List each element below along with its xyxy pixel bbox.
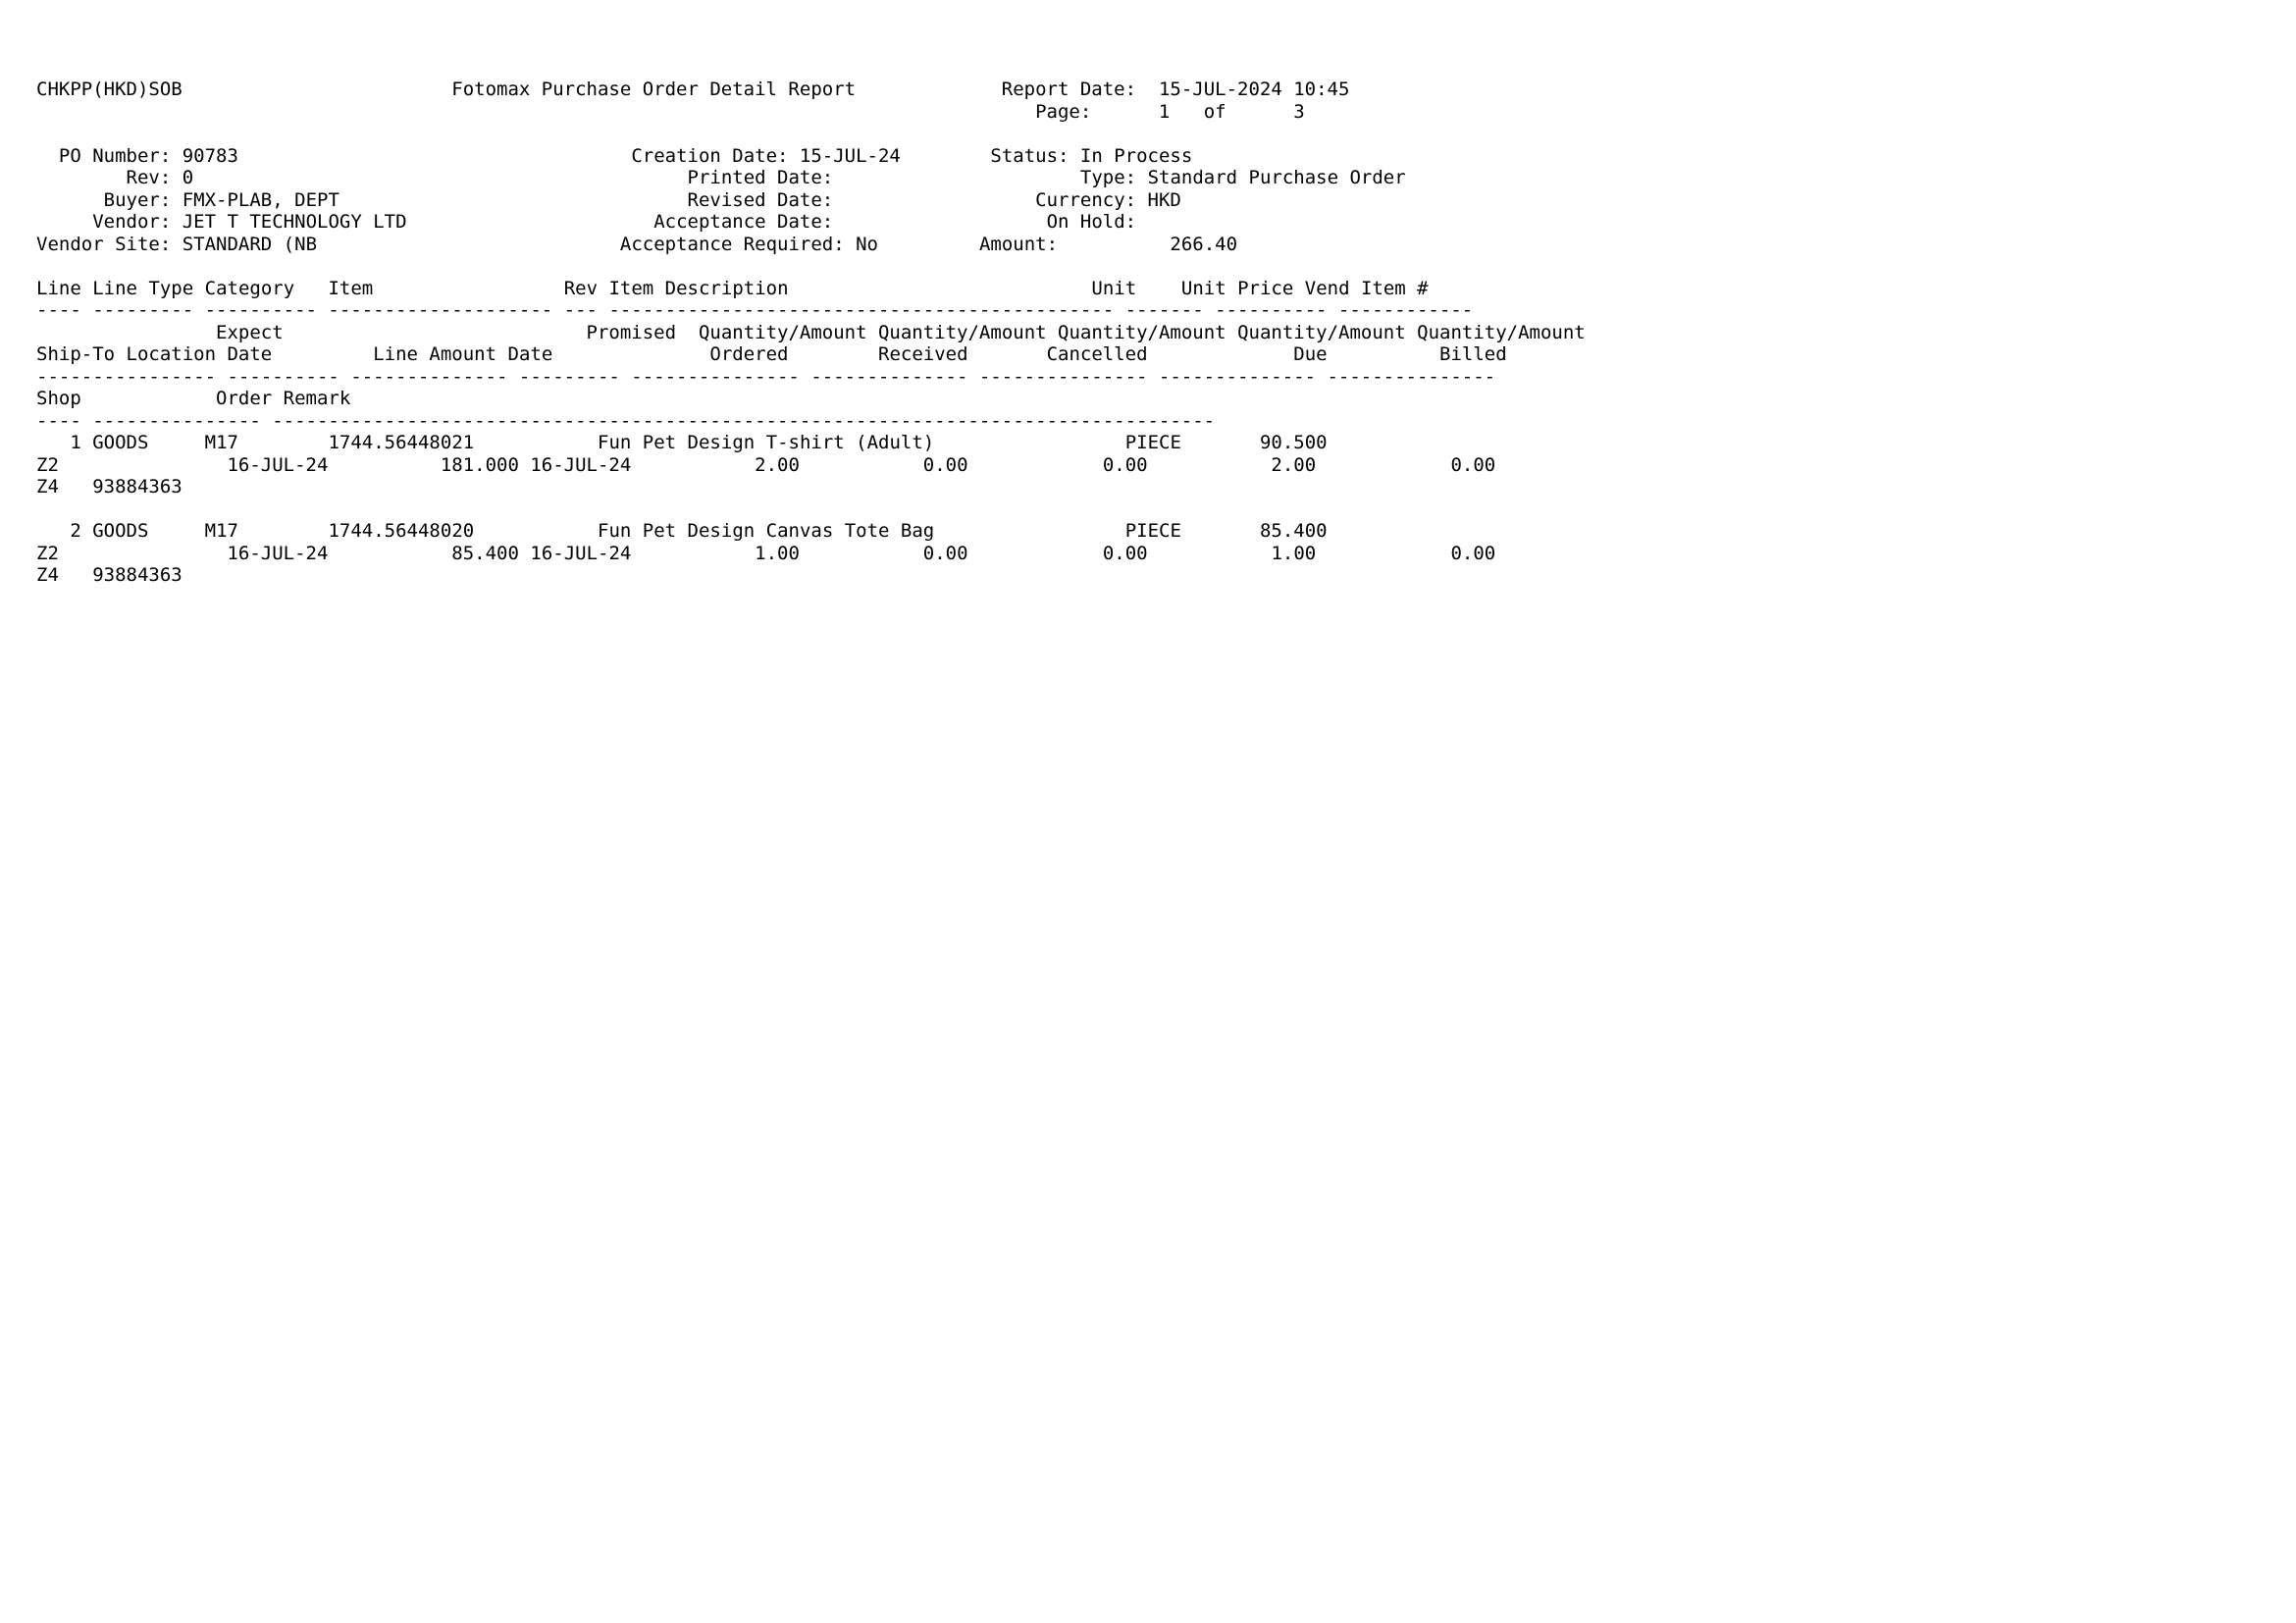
qty-cancelled: 0.00	[1102, 542, 1148, 564]
col-received: Received	[878, 343, 968, 365]
col-cancelled: Cancelled	[1046, 343, 1148, 365]
report-date-label: Report Date:	[1001, 79, 1137, 100]
line-unit: PIECE	[1124, 520, 1181, 542]
type-label: Type:	[1079, 167, 1137, 188]
currency-value: HKD	[1147, 188, 1181, 211]
col-unit-price: Unit Price	[1180, 277, 1294, 299]
amount-value: 266.40	[1170, 233, 1238, 255]
header-line-1	[36, 145, 1586, 168]
col-promised: Promised	[586, 321, 677, 343]
line-unit: PIECE	[1124, 432, 1181, 453]
col-line-amount: Line Amount	[373, 343, 497, 365]
line-type: GOODS	[92, 520, 149, 542]
page-label: Page:	[1035, 100, 1092, 123]
col-qty-billed-top: Quantity/Amount	[1417, 321, 1586, 343]
col-vend-item: Vend Item #	[1304, 277, 1429, 299]
col-qty-received-top: Quantity/Amount	[877, 321, 1047, 343]
remark-row	[36, 564, 1586, 587]
creation-date-label: Creation Date:	[631, 144, 789, 167]
line-unit-price: 90.500	[1259, 432, 1328, 453]
col-item-description: Item Description	[608, 277, 789, 299]
order-remark: 93884363	[92, 564, 183, 586]
col-shop: Shop	[36, 388, 81, 409]
currency-label: Currency:	[1035, 188, 1137, 211]
shipment-row	[36, 454, 1586, 477]
col-item: Item	[328, 277, 374, 299]
line-block-1	[36, 432, 1586, 498]
type-value: Standard Purchase Order	[1147, 167, 1406, 188]
col-qty-cancelled-top: Quantity/Amount	[1058, 321, 1226, 343]
vendor-label: Vendor:	[92, 211, 172, 233]
rev-value: 0	[182, 167, 194, 188]
shop: Z4	[36, 564, 59, 586]
col-billed: Billed	[1439, 343, 1507, 365]
col-rev: Rev	[563, 277, 599, 299]
col-line-type: Line Type	[92, 277, 194, 299]
remark-row	[36, 476, 1586, 498]
qty-due: 2.00	[1271, 453, 1317, 476]
vendor-value: JET T TECHNOLOGY LTD	[182, 211, 407, 233]
line-row	[36, 432, 1586, 454]
column-header-rule-1: ---- --------- ---------- -------------------- --- --------------------------------------------- ------- ---------- ------------	[36, 299, 1474, 321]
qty-ordered: 2.00	[755, 453, 800, 476]
report-title-line	[36, 79, 1586, 101]
buyer-label: Buyer:	[103, 188, 172, 211]
col-unit: Unit	[1091, 277, 1137, 299]
column-header-row-2-bottom	[36, 343, 1586, 366]
col-expect-date: Date	[227, 343, 273, 365]
report-date: 15-JUL-2024 10:45	[1158, 79, 1350, 100]
rev-label: Rev:	[126, 167, 172, 188]
col-qty-ordered-top: Quantity/Amount	[698, 321, 867, 343]
header-line-3	[36, 189, 1586, 212]
line-number: 2	[70, 520, 81, 542]
line-category: M17	[204, 520, 238, 542]
page-total: 3	[1293, 100, 1305, 123]
ship-to-location: Z2	[36, 453, 59, 476]
col-expect: Expect	[216, 321, 284, 343]
printed-date-label: Printed Date:	[687, 167, 834, 188]
col-line: Line	[36, 277, 81, 299]
po-detail-report	[36, 79, 1586, 587]
line-description: Fun Pet Design T-shirt (Adult)	[598, 432, 935, 453]
po-number-label: PO Number:	[58, 144, 172, 167]
line-item: 1744.56448020	[328, 520, 475, 542]
col-due: Due	[1293, 343, 1328, 365]
creation-date: 15-JUL-24	[799, 144, 901, 167]
vendor-site-value: STANDARD (NB	[182, 233, 318, 255]
col-category: Category	[204, 277, 295, 299]
col-ship-to-location: Ship-To Location	[36, 343, 217, 365]
expect-date: 16-JUL-24	[227, 542, 329, 564]
line-block-2	[36, 520, 1586, 587]
shipment-row	[36, 543, 1586, 565]
page-number: 1	[1158, 100, 1171, 123]
qty-billed: 0.00	[1450, 453, 1496, 476]
report-title: Fotomax Purchase Order Detail Report	[451, 79, 857, 100]
line-row	[36, 520, 1586, 543]
line-category: M17	[204, 432, 238, 453]
header-line-5	[36, 234, 1586, 256]
po-number: 90783	[182, 144, 238, 167]
line-number: 1	[70, 432, 81, 453]
ship-to-location: Z2	[36, 542, 59, 564]
promised-date: 16-JUL-24	[530, 453, 632, 476]
acceptance-date-label: Acceptance Date:	[653, 211, 834, 233]
column-header-row-1	[36, 278, 1586, 300]
line-amount: 181.000	[440, 453, 519, 476]
status-label: Status:	[990, 144, 1070, 167]
order-remark: 93884363	[92, 476, 183, 497]
line-unit-price: 85.400	[1259, 520, 1328, 542]
col-order-remark: Order Remark	[216, 388, 351, 409]
qty-billed: 0.00	[1450, 542, 1496, 564]
on-hold-label: On Hold:	[1046, 211, 1137, 233]
status-value: In Process	[1079, 144, 1193, 167]
col-qty-due-top: Quantity/Amount	[1237, 321, 1406, 343]
acceptance-required-label: Acceptance Required:	[619, 233, 845, 255]
qty-cancelled: 0.00	[1102, 453, 1148, 476]
line-item: 1744.56448021	[328, 432, 475, 453]
column-header-row-3	[36, 388, 1586, 410]
header-line-4	[36, 211, 1586, 234]
qty-due: 1.00	[1271, 542, 1317, 564]
qty-received: 0.00	[922, 542, 968, 564]
buyer-value: FMX-PLAB, DEPT	[182, 188, 339, 211]
page-line	[36, 101, 1586, 124]
vendor-site-label: Vendor Site:	[36, 233, 172, 255]
column-header-rule-2: ---------------- ---------- -------------- --------- --------------- -------------- --------------- -------------- ---------------	[36, 365, 1496, 388]
header-line-2	[36, 167, 1586, 189]
line-amount: 85.400	[451, 542, 519, 564]
column-header-rule-3: ---- --------------- ------------------------------------------------------------------------------------	[36, 409, 1216, 432]
system-id: CHKPP(HKD)SOB	[36, 79, 183, 100]
page-of-label: of	[1203, 100, 1226, 123]
revised-date-label: Revised Date:	[687, 188, 834, 211]
expect-date: 16-JUL-24	[227, 453, 329, 476]
line-description: Fun Pet Design Canvas Tote Bag	[598, 520, 935, 542]
shop: Z4	[36, 476, 59, 497]
column-header-row-2-top	[36, 322, 1586, 344]
col-ordered: Ordered	[709, 343, 789, 365]
acceptance-required-value: No	[856, 233, 878, 255]
qty-received: 0.00	[922, 453, 968, 476]
col-promised-date: Date	[507, 343, 553, 365]
qty-ordered: 1.00	[755, 542, 800, 564]
line-type: GOODS	[92, 432, 149, 453]
amount-label: Amount:	[978, 233, 1059, 255]
promised-date: 16-JUL-24	[530, 542, 632, 564]
